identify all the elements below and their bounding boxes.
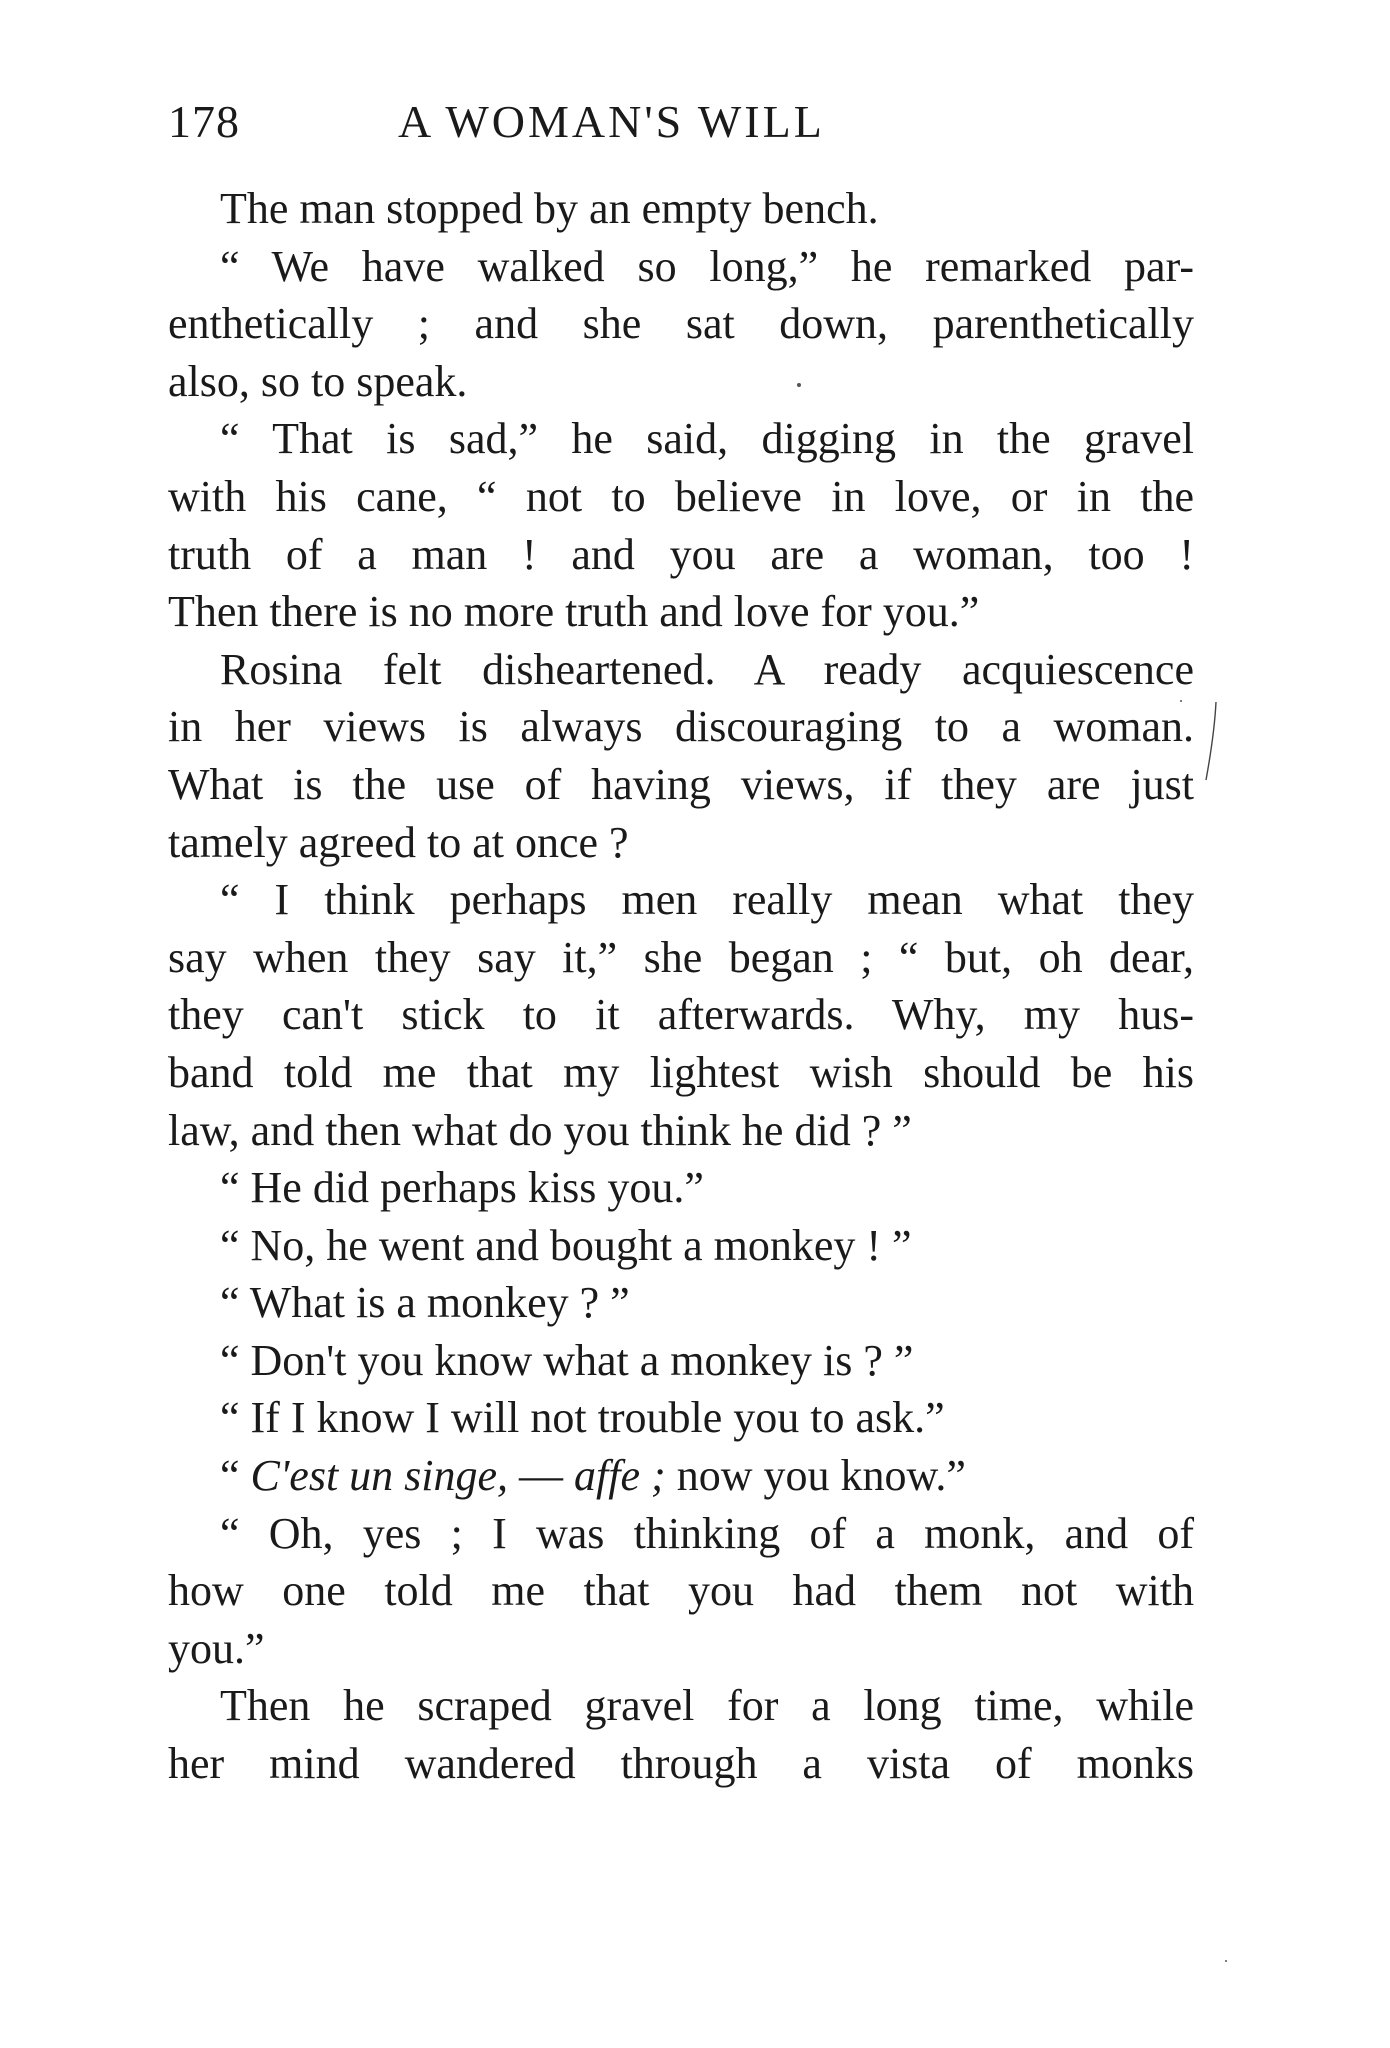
text-line: Rosina felt disheartened. A ready acquiescence [220, 644, 1194, 694]
text-line: truth of a man ! and you are a woman, too ! [168, 529, 1194, 579]
text-line: “ I think perhaps men really mean what they [220, 875, 1194, 925]
pencil-mark [1204, 702, 1218, 782]
text-line: “ Oh, yes ; I was thinking of a monk, and of [220, 1508, 1194, 1558]
italic-phrase: C'est un singe, [250, 1451, 509, 1501]
page-number: 178 [168, 96, 240, 147]
text-line: they can't stick to it afterwards. Why, my hus- [168, 990, 1194, 1040]
text-line: Then he scraped gravel for a long time, while [220, 1681, 1194, 1731]
text-line: how one told me that you had them not with [168, 1566, 1194, 1616]
text-line: her mind wandered through a vista of monks [168, 1739, 1194, 1789]
running-head: A WOMAN'S WILL [398, 96, 825, 147]
text-line [168, 1447, 1194, 1505]
text-line: The man stopped by an empty bench. [220, 184, 879, 233]
italic-word: affe ; [574, 1451, 666, 1501]
text-line: Then there is no more truth and love for you.” [168, 587, 980, 637]
text-line: in her views is always discouraging to a woman. [168, 702, 1194, 752]
ink-speck [1225, 1960, 1227, 1962]
text-line: tamely agreed to at once ? [168, 817, 629, 867]
text-line: also, so to speak. [168, 356, 468, 406]
text-line: “ We have walked so long,” he remarked par- [220, 241, 1194, 291]
text-line: law, and then what do you think he did ? ” [168, 1105, 912, 1155]
ink-speck [797, 383, 801, 387]
page-header [168, 92, 948, 152]
text-line: with his cane, “ not to believe in love, or in the [168, 471, 1194, 521]
ink-speck [1180, 700, 1182, 702]
dash: — [508, 1451, 575, 1501]
text-line: What is the use of having views, if they are just [168, 759, 1194, 809]
text-line: “ Don't you know what a monkey is ? ” [220, 1335, 914, 1385]
text-line: “ If I know I will not trouble you to ask.” [220, 1393, 945, 1443]
text-line: “ That is sad,” he said, digging in the gravel [220, 414, 1194, 464]
text-line: “ What is a monkey ? ” [220, 1278, 630, 1328]
text-line: enthetically ; and she sat down, parenthetically [168, 299, 1194, 349]
quote-mark: “ [220, 1451, 251, 1501]
text-line: “ He did perhaps kiss you.” [220, 1163, 704, 1213]
text-line: say when they say it,” she began ; “ but, oh dear, [168, 932, 1194, 982]
text-line: band told me that my lightest wish should be his [168, 1047, 1194, 1097]
line-text: now you know.” [665, 1451, 966, 1501]
text-line: “ No, he went and bought a monkey ! ” [220, 1220, 912, 1270]
body-text [168, 180, 1194, 1793]
text-line: you.” [168, 1623, 265, 1673]
